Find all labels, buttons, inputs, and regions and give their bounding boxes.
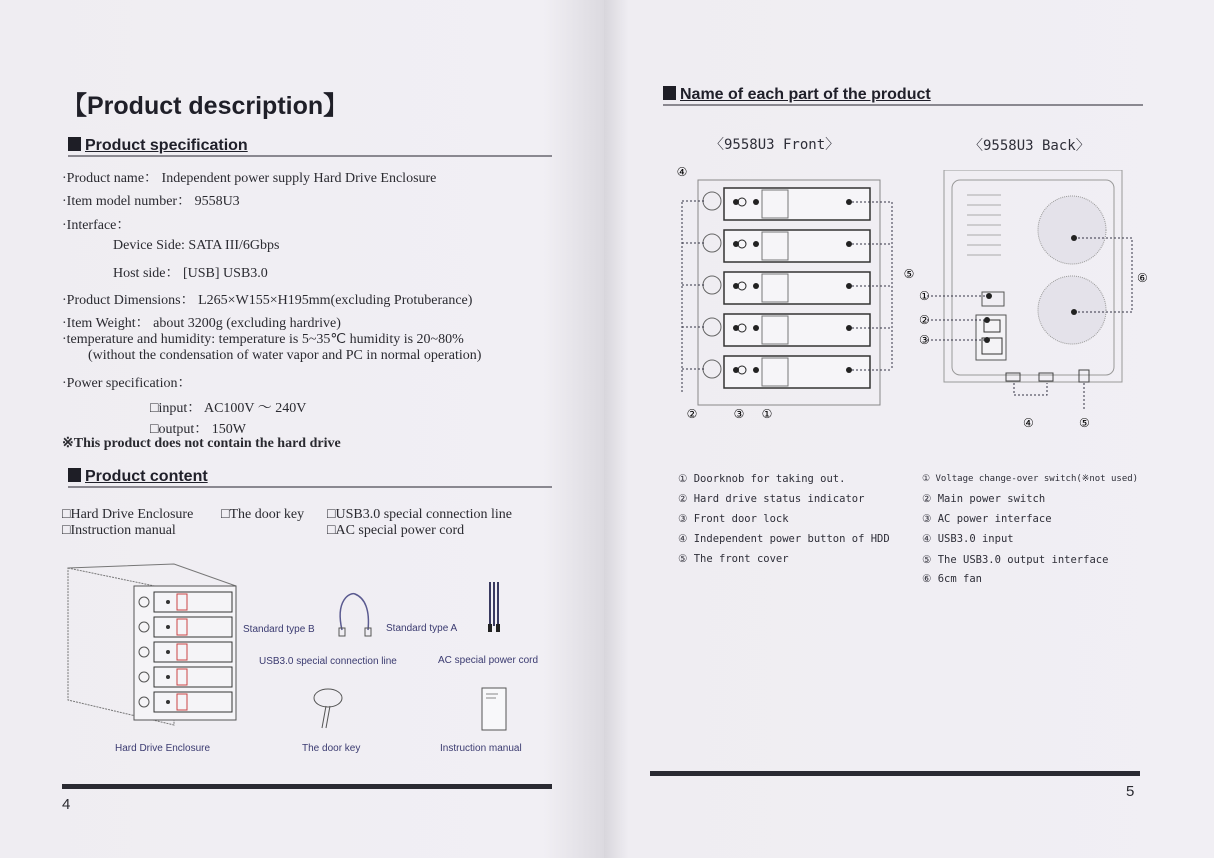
spec-line: ·Power specification： (62, 376, 192, 391)
content-item: □AC special power cord (327, 523, 465, 538)
usb-cable-icon (330, 590, 380, 640)
caption-type-b: Standard type B (243, 624, 315, 635)
square-bullet-icon (68, 468, 81, 482)
caption-enclosure: Hard Drive Enclosure (115, 743, 211, 754)
front-part: ① Doorknob for taking out. (678, 473, 846, 485)
marker-2: ② (919, 313, 930, 327)
spec-heading (68, 137, 248, 155)
marker-4: ④ (1023, 416, 1034, 430)
marker-1: ① (761, 407, 773, 421)
parts-heading-text: Name of each part of the product (680, 86, 931, 103)
marker-1: ① (919, 289, 930, 303)
content-heading (68, 468, 208, 486)
right-page (604, 0, 1214, 858)
left-page (0, 0, 604, 858)
spec-line: ·Interface： (62, 218, 131, 233)
square-bullet-icon (663, 86, 676, 100)
note: ※This product does not contain the hard drive (62, 436, 341, 451)
content-item: □The door key (221, 507, 305, 522)
back-part: ⑥ 6cm fan (922, 573, 982, 585)
page-number: 4 (62, 796, 71, 813)
enclosure-illustration (64, 560, 244, 730)
door-key-icon (310, 688, 350, 733)
spec-line: □input： AC100V ～ 240V (150, 401, 307, 416)
marker-2: ② (686, 407, 698, 421)
content-heading-text: Product content (85, 468, 208, 485)
back-part: ① Voltage change-over switch(※not used) (922, 474, 1139, 484)
footer-bar (62, 784, 552, 789)
back-part: ⑤ The USB3.0 output interface (922, 554, 1109, 566)
content-item: □Hard Drive Enclosure (62, 507, 194, 522)
front-part: ③ Front door lock (678, 513, 789, 525)
page-title: 【Product description】 (62, 92, 349, 120)
spec-line: ·Item model number： 9558U3 (62, 194, 240, 209)
front-part: ② Hard drive status indicator (678, 493, 865, 505)
square-bullet-icon (68, 137, 81, 151)
power-button-icon (703, 234, 721, 252)
caption-type-a: Standard type A (386, 623, 458, 634)
content-item: □USB3.0 special connection line (327, 507, 512, 522)
spec-line: ·Product Dimensions： L265×W155×H195mm(excluding Protuberance) (62, 293, 473, 308)
power-button-icon (703, 318, 721, 336)
back-diagram (919, 170, 1159, 435)
spec-heading-text: Product specification (85, 137, 248, 154)
power-button-icon (703, 360, 721, 378)
marker-6: ⑥ (1137, 271, 1148, 285)
content-item: □Instruction manual (62, 523, 176, 538)
spec-line: Host side： [USB] USB3.0 (113, 266, 268, 281)
back-part: ③ AC power interface (922, 513, 1052, 525)
power-cord-icon (484, 580, 504, 636)
spec-line: Device Side: SATA III/6Gbps (113, 238, 280, 253)
spec-line: ·Item Weight： about 3200g (excluding hardrive) (62, 316, 341, 331)
fan-icon (1038, 196, 1106, 264)
power-button-icon (703, 192, 721, 210)
front-diagram (664, 160, 924, 430)
parts-heading (663, 86, 931, 104)
marker-5: ⑤ (1079, 416, 1090, 430)
marker-3: ③ (919, 333, 930, 347)
marker-4: ④ (676, 165, 688, 179)
footer-bar (650, 771, 1140, 776)
divider (68, 486, 552, 488)
caption-ac-cord: AC special power cord (438, 655, 539, 666)
back-part: ④ USB3.0 input (922, 533, 1014, 545)
caption-door-key: The door key (302, 743, 361, 754)
marker-3: ③ (733, 407, 745, 421)
marker-5: ⑤ (903, 267, 915, 281)
front-label: 〈9558U3 Front〉 (710, 137, 840, 153)
spec-line: ·Product name： Independent power supply Hard Drive Enclosure (62, 171, 437, 186)
divider (663, 104, 1143, 106)
spec-line: □output： 150W (150, 422, 246, 437)
back-label: 〈9558U3 Back〉 (969, 138, 1090, 154)
manual-icon (480, 686, 510, 732)
spec-line: ·temperature and humidity: temperature is 5~35℃ humidity is 20~80% (62, 332, 464, 347)
page-number: 5 (1126, 783, 1135, 800)
power-button-icon (703, 276, 721, 294)
spec-line: (without the condensation of water vapor and PC in normal operation) (88, 348, 482, 363)
back-part: ② Main power switch (922, 493, 1046, 505)
caption-usb-line: USB3.0 special connection line (259, 656, 397, 667)
front-part: ⑤ The front cover (678, 553, 789, 565)
divider (68, 155, 552, 157)
caption-manual: Instruction manual (440, 743, 522, 754)
front-part: ④ Independent power button of HDD (678, 533, 890, 545)
